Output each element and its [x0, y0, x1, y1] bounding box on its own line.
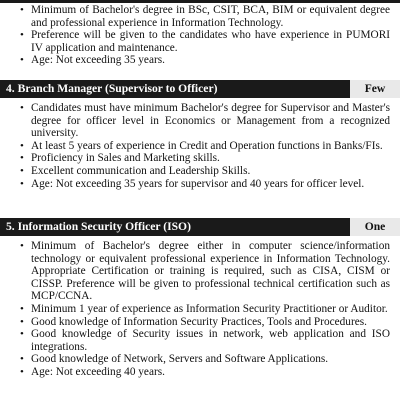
section-header [0, 218, 400, 236]
section-header-bar-cropped [0, 0, 400, 3]
requirement-item: • Good knowledge of Information Security Practices, Tools and Procedures. [0, 316, 400, 329]
requirement-item: • Age: Not exceeding 35 years. [0, 54, 400, 67]
position-title: 4. Branch Manager (Supervisor to Officer) [6, 82, 218, 95]
requirement-item: • Age: Not exceeding 35 years for supervisor and 40 years for officer level. [0, 178, 400, 191]
requirements-list [0, 4, 400, 67]
requirement-item: • Preference will be given to the candidates who have experience in PUMORI IV application and maintenance. [0, 29, 400, 54]
position-title: 5. Information Security Officer (ISO) [6, 220, 191, 233]
section-information-security-officer [0, 218, 400, 379]
requirement-item: • Minimum of Bachelor's degree in BSc, CSIT, BCA, BIM or equivalent degree and professional experience in Information Technology. [0, 4, 400, 29]
requirement-item: • Candidates must have minimum Bachelor's degree for Supervisor and Master's degree for officer level in Economics or Management from a recognized university. [0, 102, 400, 140]
requirement-item: • At least 5 years of experience in Credit and Operation functions in Banks/FIs. [0, 140, 400, 153]
position-count: One [350, 218, 400, 236]
requirement-item: • Excellent communication and Leadership Skills. [0, 165, 400, 178]
section-header [0, 80, 400, 98]
requirement-item: • Minimum of Bachelor's degree either in computer science/information technology or equivalent professional experience in Information Technology. Appropriate Certification or training is required, such as CISA, CISM or CISSP. Preference will be given to professional technical certification such as MCP/CCNA. [0, 240, 400, 303]
section-branch-manager [0, 80, 400, 190]
section-it-officer-requirements [0, 4, 400, 67]
requirement-item: • Age: Not exceeding 40 years. [0, 366, 400, 379]
requirement-item: • Proficiency in Sales and Marketing skills. [0, 152, 400, 165]
position-count: Few [350, 80, 400, 98]
requirement-item: • Minimum 1 year of experience as Information Security Practitioner or Auditor. [0, 303, 400, 316]
requirements-list [0, 240, 400, 379]
requirement-item: • Good knowledge of Security issues in network, web application and ISO integrations. [0, 328, 400, 353]
requirements-list [0, 102, 400, 190]
requirement-item: • Good knowledge of Network, Servers and Software Applications. [0, 353, 400, 366]
